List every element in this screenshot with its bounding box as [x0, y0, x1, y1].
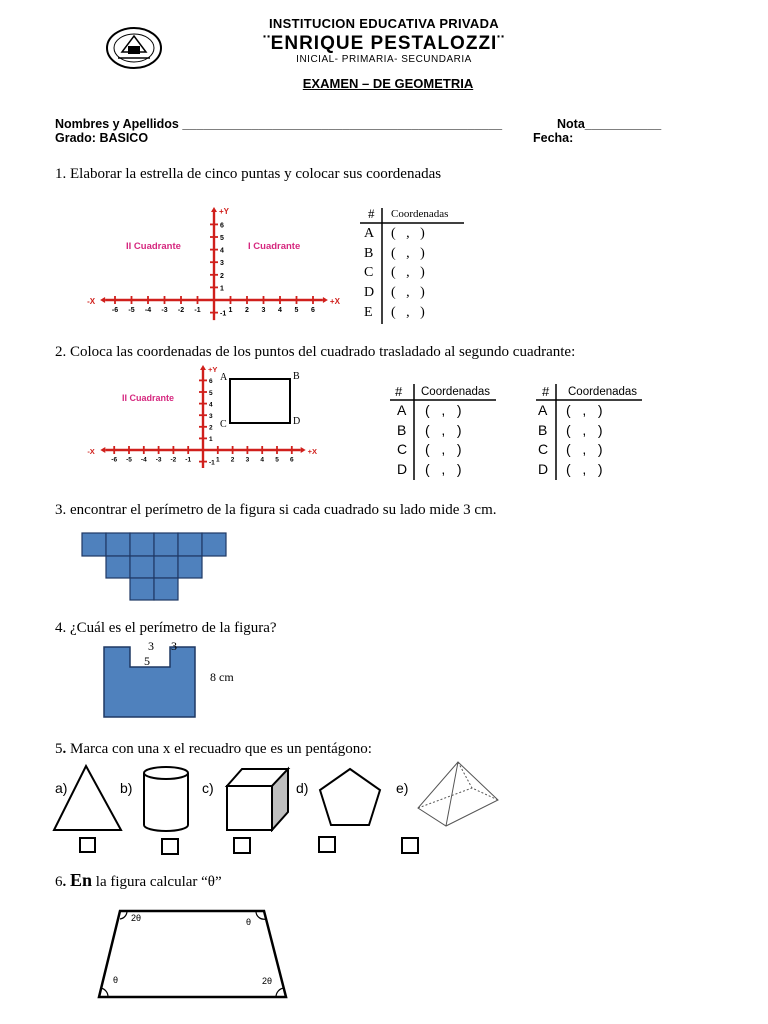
question-5-text: 5. Marca con una x el recuadro que es un pentágono:	[55, 741, 372, 757]
school-levels: INICIAL- PRIMARIA- SECUNDARIA	[296, 54, 472, 65]
nota-field-label: Nota___________	[557, 117, 662, 131]
y-tick-label: 1	[209, 436, 213, 444]
q3-stepped-squares-figure	[80, 532, 230, 602]
x-tick-label: 6	[311, 307, 315, 314]
q2-square-label-a: A	[220, 372, 228, 383]
x-tick-label: 3	[245, 456, 250, 464]
q4-notched-figure	[102, 645, 198, 719]
y-tick-label: 3	[220, 260, 224, 268]
x-axis-arrow	[100, 297, 105, 303]
q2-table1-hash: #	[395, 384, 403, 399]
q2-square-label-c: C	[220, 419, 227, 430]
q4-dim-notch: 5	[144, 654, 150, 668]
x-tick-label: -1	[185, 456, 192, 464]
checkbox-a[interactable]	[79, 837, 96, 853]
question-1-text: 1. Elaborar la estrella de cinco puntas y colocar sus coordenadas	[55, 166, 442, 182]
q2-table2-row-label: D	[538, 460, 549, 477]
q1-quadrant-2-label: II Cuadrante	[126, 241, 181, 252]
y-tick-label: 2	[220, 272, 224, 280]
q2-table1-coordinate-blank[interactable]: ( , )	[425, 402, 462, 418]
x-axis-positive-label: +X	[329, 297, 340, 306]
q1-table-row-label: E	[364, 304, 373, 320]
option-e-label: e)	[396, 780, 409, 796]
y-tick-label: 2	[209, 424, 213, 432]
x-tick-label: 4	[278, 307, 282, 314]
q2-table2-coordinate-blank[interactable]: ( , )	[566, 441, 603, 457]
q4-dim-top-right: 3	[171, 639, 177, 653]
checkbox-d[interactable]	[318, 836, 336, 853]
school-name-line2: ¨ENRIQUE PESTALOZZI¨	[263, 33, 505, 54]
x-tick-label: 1	[228, 307, 233, 314]
q1-table-coordinate-blank[interactable]: ( , )	[391, 285, 425, 301]
q2-table1-row-label: D	[397, 460, 408, 477]
q2-square-label-b: B	[293, 371, 300, 382]
q1-cartesian-plane	[70, 202, 360, 328]
q1-table-row-label: D	[364, 285, 375, 301]
x-tick-label: 1	[215, 456, 220, 464]
y-tick-label: -1	[220, 310, 227, 318]
q1-table-coordinate-blank[interactable]: ( , )	[391, 265, 425, 281]
x-tick-label: -1	[194, 307, 201, 314]
x-tick-label: -2	[177, 307, 185, 314]
question-2-text: 2. Coloca las coordenadas de los puntos del cuadrado trasladado al segundo cuadrante:	[55, 344, 576, 360]
q1-table-coordinate-blank[interactable]: ( , )	[391, 304, 425, 320]
q2-table2-row-label: A	[538, 402, 548, 418]
question-6-number: 6	[55, 874, 63, 890]
x-tick-label: -2	[170, 456, 177, 464]
y-axis-arrow	[200, 365, 206, 370]
q2-table1-coordinate-blank[interactable]: ( , )	[425, 441, 462, 457]
y-tick-label: -1	[209, 459, 215, 467]
question-6-bold: En	[70, 870, 93, 890]
x-tick-label: 2	[245, 307, 249, 314]
checkbox-c[interactable]	[233, 837, 251, 854]
q2-table1-row-label: A	[397, 402, 407, 418]
q1-quadrant-1-label: I Cuadrante	[248, 241, 301, 252]
option-a-label: a)	[55, 780, 68, 796]
question-5-number: 5	[55, 741, 63, 757]
y-axis-positive-label: +Y	[219, 207, 230, 216]
x-axis-positive-label: +X	[307, 447, 318, 456]
y-axis-arrow	[211, 207, 217, 212]
exam-title: EXAMEN – DE GEOMETRIA	[302, 76, 474, 91]
y-tick-label: 5	[220, 235, 224, 242]
checkbox-e[interactable]	[401, 837, 419, 854]
q1-table-row-label: C	[364, 265, 374, 281]
triangle-shape	[52, 763, 124, 833]
x-tick-label: -5	[126, 456, 132, 464]
angle-top-left: 2θ	[131, 913, 142, 923]
q2-table2-hash: #	[542, 384, 550, 399]
angle-bottom-left: θ	[113, 975, 119, 985]
x-axis-arrow	[100, 447, 105, 453]
q2-table2-coordinate-blank[interactable]: ( , )	[566, 402, 603, 418]
x-tick-label: 6	[289, 456, 294, 464]
q1-table-row-label: B	[364, 245, 374, 261]
option-d-label: d)	[296, 780, 309, 796]
angle-top-right: θ	[246, 917, 252, 927]
option-c-label: c)	[202, 780, 214, 796]
pentagon-shape	[317, 766, 383, 828]
q2-table2-row-label: C	[538, 441, 549, 457]
x-tick-label: -4	[140, 456, 147, 464]
option-b-label: b)	[120, 780, 133, 796]
q2-table1-header: Coordenadas	[421, 386, 491, 398]
x-tick-label: -6	[111, 456, 118, 464]
angle-bottom-right: 2θ	[262, 976, 273, 986]
question-5-body: Marca con una x el recuadro que es un pentágono:	[66, 741, 372, 757]
q1-table-hash: #	[368, 206, 375, 221]
question-6-body: la figura calcular “θ”	[92, 874, 222, 890]
x-tick-label: 2	[230, 456, 235, 464]
date-label: Fecha:	[533, 131, 574, 145]
q1-table-row-label: A	[364, 226, 375, 241]
x-tick-label: -3	[161, 307, 168, 314]
q2-table1-row-label: B	[397, 421, 407, 438]
cube-shape	[224, 766, 292, 832]
q4-dim-side: 8 cm	[210, 670, 234, 684]
q6-trapezoid	[96, 908, 290, 1000]
q2-table1-coordinate-blank[interactable]: ( , )	[425, 421, 462, 438]
q2-table2-row-label: B	[538, 421, 548, 438]
q2-quadrant-2-label: II Cuadrante	[122, 393, 175, 403]
x-axis-negative-label: -X	[87, 447, 95, 456]
q2-table2-coordinate-blank[interactable]: ( , )	[566, 460, 603, 477]
checkbox-b[interactable]	[161, 838, 179, 855]
q2-table1-coordinate-blank[interactable]: ( , )	[425, 460, 462, 477]
x-tick-label: -3	[155, 456, 162, 464]
x-tick-label: 5	[275, 456, 279, 464]
x-tick-label: 3	[261, 307, 266, 314]
q1-table-header: Coordenadas	[391, 208, 449, 220]
question-6-text: 6. En la figura calcular “θ”	[55, 870, 222, 890]
y-axis-positive-label: +Y	[208, 365, 218, 374]
y-tick-label: 3	[209, 412, 213, 420]
y-tick-label: 5	[209, 389, 213, 397]
x-tick-label: 5	[294, 307, 299, 314]
y-tick-label: 1	[220, 285, 224, 293]
q2-table2-coordinate-blank[interactable]: ( , )	[566, 421, 603, 438]
y-tick-label: 6	[209, 378, 213, 386]
x-axis-arrow	[323, 297, 328, 303]
q2-translated-square	[229, 378, 291, 424]
grade-label: Grado: BASICO	[55, 131, 149, 145]
q1-table-coordinate-blank[interactable]: ( , )	[391, 226, 425, 241]
x-tick-label: 4	[260, 456, 265, 464]
x-tick-label: -5	[128, 307, 135, 314]
school-name-line1: INSTITUCION EDUCATIVA PRIVADA	[269, 16, 499, 31]
q1-table-coordinate-blank[interactable]: ( , )	[391, 245, 425, 261]
cylinder-shape	[140, 765, 192, 833]
question-4-text: 4. ¿Cuál es el perímetro de la figura?	[55, 620, 277, 636]
x-axis-arrow	[301, 447, 306, 453]
y-tick-label: 6	[220, 222, 224, 230]
question-3-text: 3. encontrar el perímetro de la figura si cada cuadrado su lado mide 3 cm.	[55, 502, 497, 518]
q2-square-label-d: D	[293, 416, 301, 427]
x-axis-negative-label: -X	[87, 297, 96, 306]
q2-table1-row-label: C	[397, 441, 408, 457]
q4-dim-top-left: 3	[148, 639, 154, 653]
q2-table2-header: Coordenadas	[568, 386, 638, 398]
y-tick-label: 4	[220, 247, 224, 255]
pyramid-shape	[416, 760, 500, 830]
y-tick-label: 4	[209, 401, 213, 409]
x-tick-label: -4	[144, 307, 152, 314]
x-tick-label: -6	[111, 307, 119, 314]
name-field-label: Nombres y Apellidos ______________________________________________	[55, 117, 503, 131]
